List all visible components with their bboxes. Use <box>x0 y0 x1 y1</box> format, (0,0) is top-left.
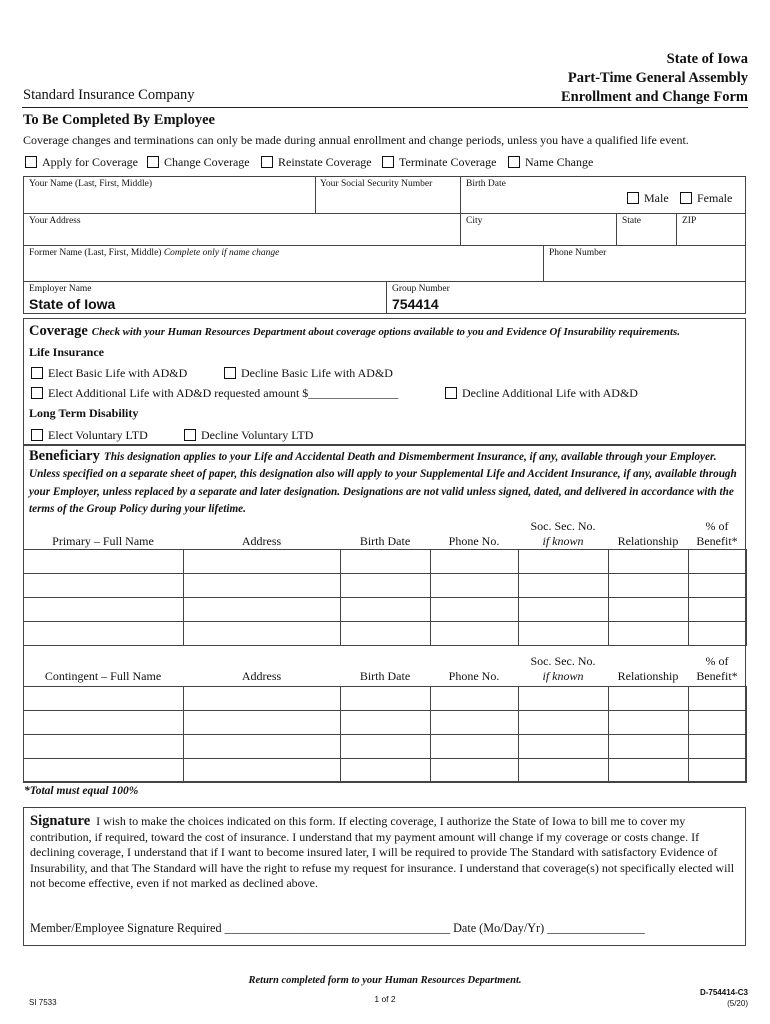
table-cell[interactable] <box>609 574 689 598</box>
table-cell[interactable] <box>24 687 184 711</box>
contingent-name-header: Contingent – Full Name <box>44 669 162 683</box>
header-divider <box>22 107 748 108</box>
table-cell[interactable] <box>609 759 689 783</box>
table-cell[interactable] <box>184 711 341 735</box>
table-cell[interactable] <box>184 622 341 646</box>
elect-ltd-checkbox[interactable] <box>31 429 43 441</box>
change-coverage-option[interactable]: Change Coverage <box>147 155 250 170</box>
female-checkbox[interactable] <box>680 192 692 204</box>
table-cell[interactable] <box>689 735 747 759</box>
table-cell[interactable] <box>609 622 689 646</box>
table-cell[interactable] <box>519 574 609 598</box>
signature-text: I wish to make the choices indicated on this form. If electing coverage, I authorize the State of Iowa to bill me to cover my contribution, if required, toward the cost of insurance. I understand that my payment amount will change if my coverage or costs change. If declining coverage, I understand that if I want to become insured later, I will be required to provide The Standard with satisfactory Evidence of Insurability, and that The Standard will have the right to refuse my request for insurance. I understand that coverage(s) not specifically elected will not become effective, even if not marked as declined above. <box>30 814 735 891</box>
male-checkbox[interactable] <box>627 192 639 204</box>
elect-ltd-option[interactable]: Elect Voluntary LTD <box>31 428 148 443</box>
table-cell[interactable] <box>431 711 519 735</box>
table-row <box>24 574 747 598</box>
name-field-label: Your Name (Last, First, Middle) <box>29 179 153 189</box>
table-cell[interactable] <box>431 574 519 598</box>
former-name-label: Former Name (Last, First, Middle) Complete only if name change <box>29 248 280 258</box>
table-cell[interactable] <box>431 598 519 622</box>
reinstate-coverage-checkbox[interactable] <box>261 156 273 168</box>
primary-phone-header: Phone No. <box>448 534 500 548</box>
terminate-coverage-option[interactable]: Terminate Coverage <box>382 155 496 170</box>
contingent-beneficiary-table <box>23 686 747 783</box>
signature-statement <box>30 814 742 892</box>
elect-additional-life-option[interactable]: Elect Additional Life with AD&D requested amount $_______________ <box>31 386 398 401</box>
contingent-percent-header: % of Benefit* <box>696 654 738 683</box>
ssn-field-label: Your Social Security Number <box>320 179 433 189</box>
table-cell[interactable] <box>689 550 747 574</box>
primary-birth-header: Birth Date <box>359 534 411 548</box>
city-field[interactable] <box>461 227 615 244</box>
beneficiary-text: This designation applies to your Life and Accidental Death and Dismemberment Insurance, if any, available through your Employer. Unless specified on a separate sheet of paper, this designation also will apply to your Supplemental Life and Accident Insurance, if any, available through your Employer, unless replaced by a separate and later designation. Designations are not valid unless signed, dated, and delivered in accordance with the terms of the Group Policy during your lifetime. <box>29 451 737 515</box>
table-cell[interactable] <box>519 622 609 646</box>
group-number-value: 754414 <box>392 296 439 312</box>
table-cell[interactable] <box>609 598 689 622</box>
city-field-label: City <box>466 216 483 226</box>
signature-line[interactable]: Member/Employee Signature Required _____________________________________ Date (Mo/Day/Yr) ________________ <box>30 921 645 935</box>
terminate-coverage-checkbox[interactable] <box>382 156 394 168</box>
primary-address-header: Address <box>241 534 282 548</box>
contingent-relationship-header: Relationship <box>617 669 679 683</box>
employer-name-label: Employer Name <box>29 284 92 294</box>
table-cell[interactable] <box>431 735 519 759</box>
table-cell[interactable] <box>24 574 184 598</box>
primary-percent-header: % of Benefit* <box>696 519 738 548</box>
return-note: Return completed form to your Human Resources Department. <box>248 975 522 986</box>
table-cell[interactable] <box>689 574 747 598</box>
name-change-checkbox[interactable] <box>508 156 520 168</box>
table-cell[interactable] <box>431 550 519 574</box>
table-cell[interactable] <box>341 711 431 735</box>
header-form-title: Enrollment and Change Form <box>560 89 748 105</box>
table-row <box>24 598 747 622</box>
table-cell[interactable] <box>24 735 184 759</box>
phone-number-label: Phone Number <box>549 248 607 258</box>
reinstate-coverage-option[interactable]: Reinstate Coverage <box>261 155 372 170</box>
zip-field[interactable] <box>677 227 745 244</box>
table-cell[interactable] <box>609 550 689 574</box>
ssn-field[interactable] <box>316 190 459 212</box>
table-row <box>24 711 747 735</box>
document-id: D-754414-C3 <box>699 988 748 997</box>
contingent-phone-header: Phone No. <box>448 669 500 683</box>
table-cell[interactable] <box>431 622 519 646</box>
contingent-address-header: Address <box>241 669 282 683</box>
beneficiary-title: Beneficiary <box>29 448 100 464</box>
grid-line <box>23 281 746 282</box>
table-cell[interactable] <box>519 687 609 711</box>
table-cell[interactable] <box>431 687 519 711</box>
address-field-label: Your Address <box>29 216 81 226</box>
state-field-label: State <box>622 216 641 226</box>
grid-line <box>23 213 746 214</box>
birth-date-label: Birth Date <box>466 179 506 189</box>
page-number: 1 of 2 <box>374 994 396 1004</box>
table-cell[interactable] <box>609 711 689 735</box>
table-cell[interactable] <box>184 574 341 598</box>
table-cell[interactable] <box>519 711 609 735</box>
decline-basic-life-option[interactable]: Decline Basic Life with AD&D <box>224 366 393 381</box>
primary-beneficiary-table <box>23 549 747 646</box>
form-header <box>561 50 748 107</box>
table-cell[interactable] <box>341 735 431 759</box>
state-field[interactable] <box>617 227 675 244</box>
table-cell[interactable] <box>24 622 184 646</box>
signature-title: Signature <box>30 813 91 829</box>
table-cell[interactable] <box>689 687 747 711</box>
table-row <box>24 735 747 759</box>
total-note: *Total must equal 100% <box>24 785 139 797</box>
company-name: Standard Insurance Company <box>23 87 195 103</box>
table-cell[interactable] <box>519 598 609 622</box>
table-cell[interactable] <box>519 550 609 574</box>
table-cell[interactable] <box>689 759 747 783</box>
table-row <box>24 550 747 574</box>
zip-field-label: ZIP <box>682 216 697 226</box>
male-option[interactable]: Male <box>627 191 669 206</box>
decline-additional-life-checkbox[interactable] <box>445 387 457 399</box>
header-state: State of Iowa <box>666 51 748 67</box>
coverage-heading <box>29 322 680 340</box>
revision-date: (5/20) <box>727 999 748 1008</box>
life-insurance-title: Life Insurance <box>29 345 104 359</box>
apply-coverage-checkbox[interactable] <box>25 156 37 168</box>
former-name-field[interactable] <box>24 260 542 280</box>
primary-ssn-header: Soc. Sec. No. if known <box>530 519 596 548</box>
phone-number-field[interactable] <box>544 260 745 280</box>
elect-additional-life-checkbox[interactable] <box>31 387 43 399</box>
table-cell[interactable] <box>519 735 609 759</box>
table-cell[interactable] <box>341 687 431 711</box>
primary-name-header: Primary – Full Name <box>52 534 154 548</box>
employee-section-title: To Be Completed By Employee <box>23 112 215 128</box>
form-code: SI 7533 <box>29 998 57 1007</box>
coverage-note: Check with your Human Resources Department about coverage options available to you and Evidence Of Insurability requirements. <box>91 326 680 338</box>
birth-date-field[interactable] <box>461 190 621 212</box>
decline-additional-life-option[interactable]: Decline Additional Life with AD&D <box>445 386 638 401</box>
table-cell[interactable] <box>24 598 184 622</box>
table-cell[interactable] <box>184 687 341 711</box>
table-row <box>24 759 747 783</box>
table-cell[interactable] <box>184 735 341 759</box>
female-option[interactable]: Female <box>680 191 732 206</box>
header-assembly: Part-Time General Assembly <box>567 70 748 86</box>
table-cell[interactable] <box>609 735 689 759</box>
table-cell[interactable] <box>24 759 184 783</box>
grid-line <box>23 245 746 246</box>
address-field[interactable] <box>24 227 459 244</box>
table-cell[interactable] <box>24 711 184 735</box>
employer-name-value: State of Iowa <box>29 296 116 312</box>
name-change-option[interactable]: Name Change <box>508 155 593 170</box>
employee-note: Coverage changes and terminations can only be made during annual enrollment and change periods, unless you have a qualified life event. <box>23 133 689 147</box>
elect-basic-life-option[interactable]: Elect Basic Life with AD&D <box>31 366 187 381</box>
name-field[interactable] <box>24 190 314 212</box>
table-cell[interactable] <box>519 759 609 783</box>
table-cell[interactable] <box>609 687 689 711</box>
table-cell[interactable] <box>689 598 747 622</box>
elect-basic-life-checkbox[interactable] <box>31 367 43 379</box>
table-cell[interactable] <box>341 622 431 646</box>
beneficiary-heading <box>29 448 741 517</box>
table-cell[interactable] <box>689 622 747 646</box>
table-cell[interactable] <box>341 598 431 622</box>
table-cell[interactable] <box>24 550 184 574</box>
group-number-label: Group Number <box>392 284 450 294</box>
table-cell[interactable] <box>184 759 341 783</box>
apply-coverage-option[interactable]: Apply for Coverage <box>25 155 138 170</box>
table-cell[interactable] <box>431 759 519 783</box>
grid-line <box>386 281 387 314</box>
primary-relationship-header: Relationship <box>617 534 679 548</box>
table-cell[interactable] <box>184 598 341 622</box>
table-cell[interactable] <box>341 574 431 598</box>
table-cell[interactable] <box>341 759 431 783</box>
coverage-title: Coverage <box>29 323 88 339</box>
table-row <box>24 687 747 711</box>
table-row <box>24 622 747 646</box>
change-coverage-checkbox[interactable] <box>147 156 159 168</box>
decline-basic-life-checkbox[interactable] <box>224 367 236 379</box>
table-cell[interactable] <box>341 550 431 574</box>
table-cell[interactable] <box>184 550 341 574</box>
table-cell[interactable] <box>689 711 747 735</box>
decline-ltd-option[interactable]: Decline Voluntary LTD <box>184 428 313 443</box>
contingent-birth-header: Birth Date <box>359 669 411 683</box>
ltd-title: Long Term Disability <box>29 406 139 420</box>
decline-ltd-checkbox[interactable] <box>184 429 196 441</box>
contingent-ssn-header: Soc. Sec. No. if known <box>530 654 596 683</box>
